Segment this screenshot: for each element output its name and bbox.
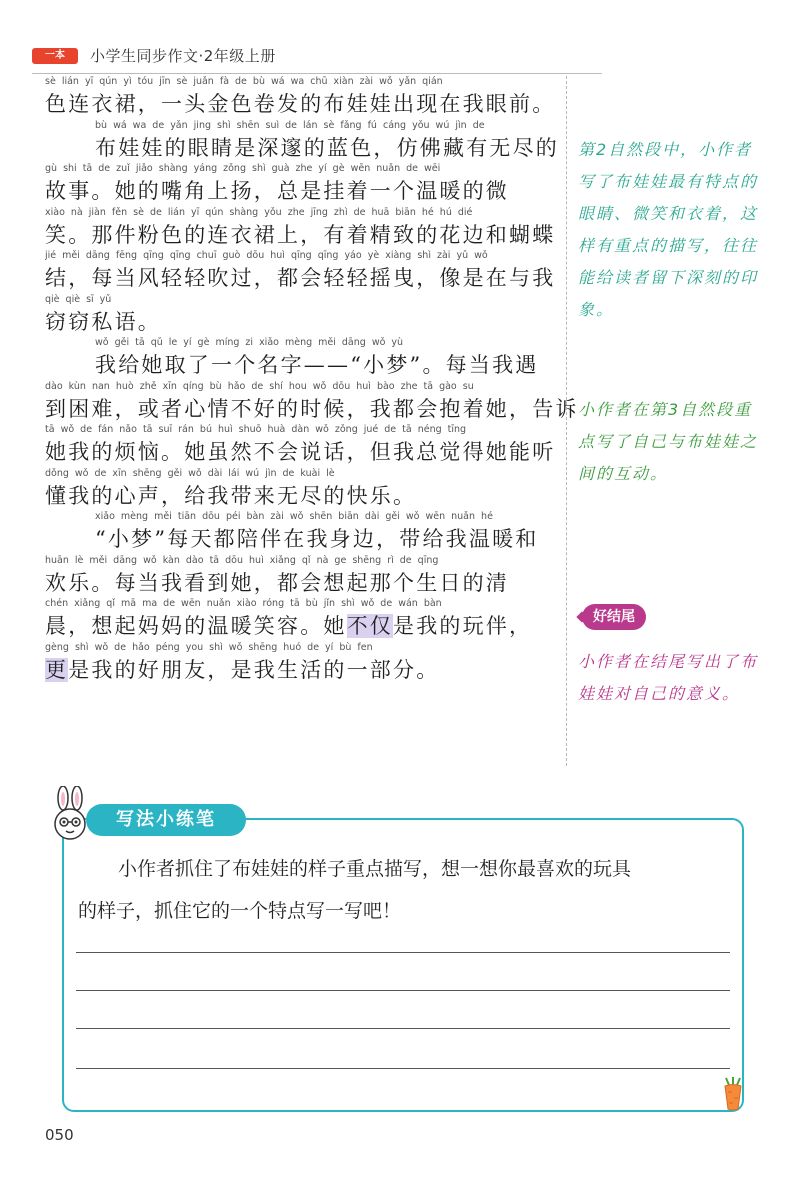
hanzi-line: 到困难，或者心情不好的时候，我都会抱着她，告诉 xyxy=(45,396,579,421)
writing-line[interactable] xyxy=(76,1068,730,1069)
text-line xyxy=(45,207,555,251)
carrot-icon xyxy=(722,1077,744,1111)
pinyin-line: huān lè měi dāng wǒ kàn dào tā dōu huì xiǎng qǐ nà ge shēng rì de qīng xyxy=(45,554,439,566)
text-line xyxy=(45,294,555,338)
practice-header xyxy=(50,786,350,846)
rabbit-mascot-icon xyxy=(50,786,90,842)
margin-divider xyxy=(566,76,567,766)
hanzi-line xyxy=(45,611,555,641)
text-line xyxy=(45,337,555,381)
hanzi-line: 布娃娃的眼睛是深邃的蓝色，仿佛藏有无尽的 xyxy=(95,135,559,160)
brand-logo: 一本 xyxy=(32,48,78,64)
practice-title-badge: 写法小练笔 xyxy=(86,804,246,836)
writing-line[interactable] xyxy=(76,990,730,991)
pinyin-line: qiè qiè sī yǔ xyxy=(45,293,112,305)
pinyin-line: xiào nà jiàn fěn sè de lián yī qún shàng yǒu zhe jīng zhì de huā biān hé hú dié xyxy=(45,206,473,218)
text-line xyxy=(45,163,555,207)
writing-line[interactable] xyxy=(76,952,730,953)
hanzi-line: 色连衣裙，一头金色卷发的布娃娃出现在我眼前。 xyxy=(45,92,556,116)
text-line xyxy=(45,250,555,294)
pinyin-line: dào kùn nan huò zhě xīn qíng bù hǎo de shí hou wǒ dōu huì bào zhe tā gào su xyxy=(45,380,474,392)
hanzi-line: 故事。她的嘴角上扬，总是挂着一个温暖的微 xyxy=(45,179,509,203)
hanzi-line: 我给她取了一个名字——“小梦”。每当我遇 xyxy=(95,353,539,377)
prompt-line: 的样子，抓住它的一个特点写一写吧！ xyxy=(78,900,402,922)
hanzi-line: 结，每当风轻轻吹过，都会轻轻摇曳，像是在与我 xyxy=(45,266,556,290)
pinyin-line: wǒ gěi tā qǔ le yí gè míng zi xiǎo mèng měi dāng wǒ yù xyxy=(95,337,404,348)
pinyin-line: bù wá wa de yǎn jing shì shēn suì de lán sè fǎng fú cáng yǒu wú jìn de xyxy=(95,119,485,131)
pinyin-line: chén xiǎng qǐ mā ma de wēn nuǎn xiào róng tā bù jǐn shì wǒ de wán bàn xyxy=(45,598,442,609)
text-line xyxy=(45,511,555,555)
hanzi-segment: 晨，想起妈妈的温暖笑容。她 xyxy=(45,614,347,638)
book-title: 小学生同步作文·2年级上册 xyxy=(90,47,276,65)
margin-note-paragraph3: 小作者在第3自然段重点写了自己与布娃娃之间的互动。 xyxy=(578,400,759,483)
hanzi-segment: 是我的玩伴， xyxy=(393,614,533,638)
text-line xyxy=(45,424,555,468)
highlighted-phrase: 更 xyxy=(45,657,69,682)
hanzi-line: 欢乐。每当我看到她，都会想起那个生日的清 xyxy=(45,570,509,595)
text-line xyxy=(45,76,555,120)
pinyin-line: xiǎo mèng měi tiān dōu péi bàn zài wǒ shēn biān dài gěi wǒ wēn nuǎn hé xyxy=(95,511,493,522)
hanzi-segment: 是我的好朋友，是我生活的一部分。 xyxy=(68,657,440,682)
highlighted-phrase: 不仅 xyxy=(346,614,394,638)
pinyin-line: tā wǒ de fán nǎo tā suī rán bú huì shuō huà dàn wǒ zǒng jué de tā néng tīng xyxy=(45,424,467,435)
pinyin-line: jié měi dāng fēng qīng qīng chuī guò dōu huì qīng qīng yáo yè xiàng shì zài yǔ wǒ xyxy=(45,250,488,261)
margin-note-paragraph2: 第2自然段中，小作者写了布娃娃最有特点的眼睛、微笑和衣着，这样有重点的描写，往往能给读者留下深刻的印象。 xyxy=(578,140,759,319)
practice-box xyxy=(62,818,744,1112)
hanzi-line xyxy=(45,655,555,685)
hanzi-line: “小梦”每天都陪伴在我身边，带给我温暖和 xyxy=(95,527,539,551)
hanzi-line: 窃窃私语。 xyxy=(45,309,161,334)
pinyin-line: gù shi tā de zuǐ jiǎo shàng yáng zǒng shì guà zhe yí gè wēn nuǎn de wēi xyxy=(45,163,441,174)
good-ending-badge: 好结尾 xyxy=(582,604,646,630)
writing-line[interactable] xyxy=(76,1028,730,1029)
prompt-line: 小作者抓住了布娃娃的样子重点描写，想一想你最喜欢的玩具 xyxy=(118,858,632,880)
page-number: 050 xyxy=(45,1126,74,1144)
text-line xyxy=(45,380,579,425)
pinyin-line: sè lián yī qún yì tóu jīn sè juǎn fà de bù wá wa chū xiàn zài wǒ yǎn qián xyxy=(45,76,443,87)
margin-note-ending: 小作者在结尾写出了布娃娃对自己的意义。 xyxy=(578,652,759,703)
text-line xyxy=(45,555,555,599)
text-line xyxy=(45,468,555,512)
text-line xyxy=(45,598,555,642)
pinyin-line: dǒng wǒ de xīn shēng gěi wǒ dài lái wú jìn de kuài lè xyxy=(45,467,335,479)
hanzi-line: 她我的烦恼。她虽然不会说话，但我总觉得她能听 xyxy=(45,440,556,464)
hanzi-line: 懂我的心声，给我带来无尽的快乐。 xyxy=(45,483,417,508)
text-line xyxy=(45,642,555,686)
page-header xyxy=(32,46,592,70)
practice-prompt xyxy=(78,848,728,932)
pinyin-line: gèng shì wǒ de hǎo péng you shì wǒ shēng huó de yí bù fen xyxy=(45,641,373,653)
hanzi-line: 笑。那件粉色的连衣裙上，有着精致的花边和蝴蝶 xyxy=(45,222,556,247)
text-line xyxy=(45,119,559,164)
header-divider xyxy=(32,73,602,74)
essay-body xyxy=(45,76,579,685)
